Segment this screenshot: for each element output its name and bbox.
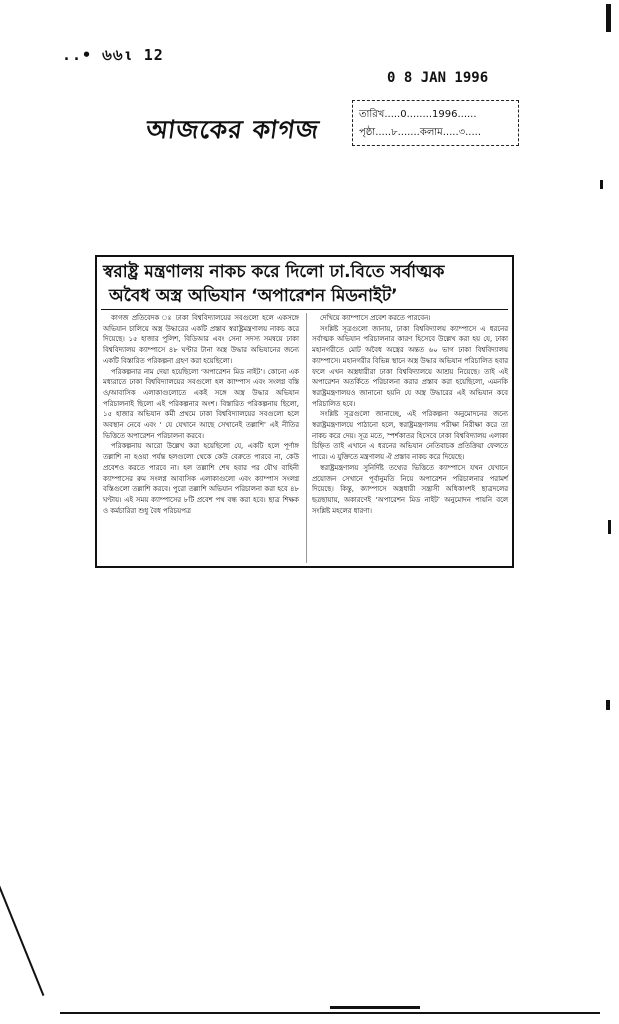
reference-stamp-box xyxy=(352,100,519,146)
article-paragraph: পরিকল্পনায় আরো উল্লেখ করা হয়েছিলো যে, একটি হলে পূর্ণাঙ্গ তল্লাশি না হওয়া পর্যন্ত হলগুলো থেকে কেউ বেরুতে পারবে না, কেউ প্রবেশও করতে পারবে না। হল তল্লাশি শেষ হবার পর যৌথ বাহিনী ক্যাম্পাসের রুম সংলগ্ন আবাসিক এলাকাগুলো এবং ক্যাম্পাস সংলগ্ন বস্তিগুলো তল্লাশি করবে। পুরো তল্লাশি অভিযান পরিচালনা করা হবে ৪৮ ঘণ্টায়। এই সময় ক্যাম্পাসের ৮টি প্রবেশ পথ বন্ধ করা হবে। ছাত্র শিক্ষক ও কর্মচারিরা শুধু বৈধ পরিচয়পত্র xyxy=(103,442,299,515)
news-clipping xyxy=(95,255,514,568)
headline-rule xyxy=(101,309,508,310)
scan-speck xyxy=(606,700,610,710)
newspaper-name: আজকের কাগজ xyxy=(144,115,322,144)
headline-line-1: স্বরাষ্ট্র মন্ত্রণালয় নাকচ করে দিলো ঢা.বিতে সর্বাত্মক xyxy=(103,262,445,282)
article-paragraph: কাগজ প্রতিবেদক ঃ ঢাকা বিশ্ববিদ্যালয়ের সবগুলো হলে একসঙ্গে অভিযান চালিয়ে অস্ত্র উদ্ধারের একটি প্রস্তাব স্বরাষ্ট্রমন্ত্রণালয় নাকচ করে দিয়েছে। ১৫ হাজার পুলিশ, বিডিআর এবং সেনা সদস্য সমন্বয়ে ঢাকা বিশ্ববিদ্যালয় ক্যাম্পাসে ৪৮ ঘণ্টার টানা অস্ত্র উদ্ধার অভিযানের জন্যে একটি বিস্তারিত পরিকল্পনা গ্রহণ করা হয়েছিলো। xyxy=(103,314,299,365)
scan-speck xyxy=(600,180,603,189)
scan-speck xyxy=(60,1012,600,1014)
article-headline xyxy=(103,260,508,308)
reference-page-column-line: পৃষ্ঠা.....৮.......কলাম.....৩..... xyxy=(359,127,482,138)
scan-speck xyxy=(330,1006,420,1009)
article-paragraph: পরিকল্পনার নাম দেয়া হয়েছিলো ‘অপারেশন মিড নাইট’। কোনো এক মধ্যরাতে ঢাকা বিশ্ববিদ্যালয়ের সবগুলো হল ক্যাম্পাস এবং সংলগ্ন বস্তি ও/আবাসিক এলাকাগুলোতে একই সঙ্গে অস্ত্র উদ্ধার অভিযান পরিচালনাই ছিলো এই পরিকল্পনার অংশ। বিস্তারিত পরিকল্পনায় ছিলো, ১৫ হাজার অভিযান কর্মী প্রথমে ঢাকা বিশ্ববিদ্যালয়ের সবগুলো হলে অবস্থান নেবে এবং ‘ যে যেখানে আছে সেখানেই তল্লাশি’ এই নীতির ভিত্তিতে অপারেশন পরিচালনা করবে। xyxy=(103,367,299,440)
article-right-column xyxy=(312,313,508,516)
reference-date-line: তারিখ.....0........1996...... xyxy=(359,109,477,120)
scan-speck xyxy=(0,884,44,996)
scan-speck xyxy=(608,520,611,534)
date-stamp: 0 8 JAN 1996 xyxy=(387,70,489,86)
article-left-column xyxy=(103,313,299,516)
article-paragraph: স্বরাষ্ট্রমন্ত্রণালয় সুনির্দিষ্ট তথ্যের ভিত্তিতে ক্যাম্পাসে যখন যেখানে প্রয়োজন সেখানে পূর্বানুমতি নিয়ে অপারেশন পরিচালনার পরামর্শ দিয়েছে। কিন্তু, ক্যাম্পাসে অস্ত্রধারী সন্ত্রাসী অধিকাংশই ছাত্রদলের ছত্রছায়ায়, অকারণেই ‘অপারেশন মিড নাইট’ অনুমোদন পায়নি বলে সংশ্লিষ্ট মহলের ধারণা। xyxy=(312,463,508,515)
file-number: ..• ৬৬ι 12 xyxy=(62,46,164,64)
headline-line-2: অবৈধ অস্ত্র অভিযান ‘অপারেশন মিডনাইট’ xyxy=(109,286,398,306)
article-paragraph: দেখিয়ে ক্যাম্পাসে প্রবেশ করতে পারবেন। xyxy=(320,314,431,322)
column-divider xyxy=(306,313,307,563)
article-paragraph: সংশ্লিষ্ট সূত্রগুলো জানায়, ঢাকা বিশ্ববিদ্যালয় ক্যাম্পাসে এ ধরনের সর্বাত্মক অভিযান পরিচালনার কারণ হিসেবে উল্লেখ করা হয় যে, ঢাকা মহানগরীতে মোট অবৈধ অস্ত্রের অন্তত ৬০ ভাগ ঢাকা বিশ্ববিদ্যালয় ক্যাম্পাসে। মহানগরীর বিভিন্ন স্থানে অস্ত্র উদ্ধার অভিযান পরিচালিত হবার ফলে এখন অস্ত্রধারীরা ঢাকা বিশ্ববিদ্যালয়ে আশ্রয় নিয়েছে। তাই এই অপারেশন অতর্কিতে পরিচালনা করার প্রস্তাব করা হয়েছিলো, এমনকি স্বরাষ্ট্রমন্ত্রণালয়ও জানানো হয়নি যে অস্ত্র উদ্ধারের এই অভিযান কবে পরিচালিত হবে। xyxy=(312,324,508,408)
scan-speck xyxy=(606,4,611,32)
article-paragraph: সংশ্লিষ্ট সূত্রগুলো জানাচ্ছে, এই পরিকল্পনা অনুমোদনের জন্যে স্বরাষ্ট্রমন্ত্রণালয়ে পাঠানো হলে, স্বরাষ্ট্রমন্ত্রণালয় পরীক্ষা নিরীক্ষা করে তা নাকচ করে দেয়। সূত্র মতে, স্পর্শকাতর হিসেবে ঢাকা বিশ্ববিদ্যালয় এলাকা চিহ্নিত তাই এখানে এ ধরনের অভিযান নেতিবাচক প্রতিক্রিয়া ফেলতে পারে। এ যুক্তিতে মন্ত্রণালয় ঐ প্রস্তাব নাকচ করে দিয়েছে। xyxy=(312,410,508,462)
